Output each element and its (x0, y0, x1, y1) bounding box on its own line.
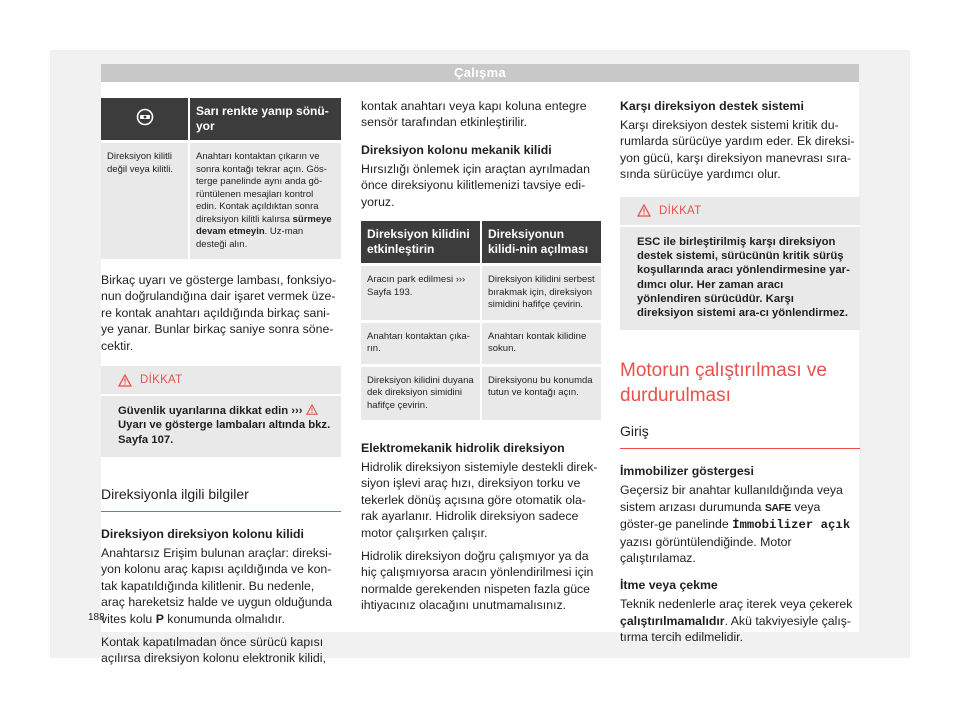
column-middle (361, 98, 601, 621)
column-left (101, 92, 341, 674)
subhead-electromechanical: Elektromekanik hidrolik direksiyon (361, 441, 565, 456)
lamp-table-right-cell (189, 142, 341, 260)
table-cell: Anahtarı kontak kilidine sokun. (481, 321, 601, 365)
subhead-immobilizer: İmmobilizer göstergesi (620, 464, 754, 479)
theft-paragraph: Hırsızlığı önlemek için araçtan ayrılmadan önce direksiyonu kilitlemenizi tavsiye edi-yoruz. (361, 161, 590, 209)
table-cell: Aracın park edilmesi ››› Sayfa 193. (361, 265, 481, 322)
push-tow-bold: çalıştırılmamalıdır (620, 613, 725, 628)
warning-triangle-icon (637, 204, 651, 217)
push-tow-text-a: Teknik nedenlerle araç iterek veya çekerek (620, 597, 853, 612)
keyless-paragraph (101, 545, 341, 627)
chapter-title: Çalışma (454, 65, 506, 80)
lamp-table-header: Sarı renkte yanıp sönü-yor (189, 98, 341, 142)
table-cell: Direksiyon kilidini duyana dek direksiyon simidini hafifçe çevirin. (361, 365, 481, 420)
warning-box-esc (620, 197, 860, 331)
table-cell: Anahtarı kontaktan çıka-rın. (361, 321, 481, 365)
steering-lock-table (361, 221, 601, 420)
lamp-table (101, 98, 341, 259)
door-paragraph: Kontak kapatılmadan önce sürücü kapısı açılırsa direksiyon kolonu elektronik kilidi, (101, 634, 326, 666)
table-header-activate: Direksiyon kilidini etkinleştirin (361, 221, 481, 265)
warning-inline-triangle-icon (306, 404, 318, 415)
section-title-steering: Direksiyonla ilgili bilgiler (101, 485, 341, 512)
warning-text[interactable]: Güvenlik uyarılarına dikkat edin ››› (118, 405, 303, 418)
page-number: 188 (88, 612, 105, 623)
warning-header (101, 366, 341, 396)
section-big-title: Motorun çalıştırılması ve durdurulması (620, 360, 827, 407)
lamp-right-bold: sürmeye devam etmeyin (196, 213, 332, 237)
immobilizer-text-a: Geçersiz bir anahtar kullanıldığında veya sistem arızası durumunda (620, 483, 843, 514)
immobilizer-text-c: yazısı görüntülendiğinde. Motor çalıştırılamaz. (620, 534, 792, 566)
hydraulic-failure-paragraph: Hidrolik direksiyon doğru çalışmıyor ya da hiç çalışmıyorsa aracın yönlendirilmesi için normalde gerekenden nispeten fazla güce ihtiyacınız olacağını unutmamalısınız. (361, 549, 594, 613)
lamp-right-intro: Anahtarı kontaktan çıkarın ve sonra kontağı tekrar açın. Gös-terge panelinde aynı anda gö-rüntülenen mesajları kontrol edin. Kontak açıldıktan sonra direksiyon kilitli kalırsa (196, 151, 327, 225)
subhead-counter-steering: Karşı direksiyon destek sistemi (620, 99, 804, 113)
safe-indicator-icon: SAFE (764, 501, 791, 514)
sensor-paragraph: kontak anahtarı veya kapı koluna entegre sensör tarafından etkinleştirilir. (361, 99, 587, 130)
section-sub-title: Giriş (620, 422, 860, 449)
keyless-text-b: konumunda olmalıdır. (163, 611, 285, 626)
keyless-text-a: Anahtarsız Erişim bulunan araçlar: direksi-yon kolonu araç kapısı açıldığında ve kon-tak kapatıldığında kilitlenir. Bu nedenle, araç hareketsiz halde ve uygun olduğunda vites kolu (101, 545, 333, 626)
warning-label: DİKKAT (659, 204, 702, 217)
warning-body: ESC ile birleştirilmiş karşı direksiyon destek sistemi, sürücünün kritik sürüş koşullarında aracı yönlendirmesine yar-dımcı olur. Her zaman aracı yönlendiren sürücüdür. Karşı direksiyon sistemi ara-cı yönlendirmez. (637, 235, 850, 320)
lamp-paragraph: Birkaç uyarı ve gösterge lambası, fonksiyo-nun doğrulandığına dair işaret vermek üze-re kontak anahtarı açıldığında birkaç sani-ye yanar. Bunlar birkaç saniye sonra söne-cektir. (101, 273, 337, 353)
warning-label: DİKKAT (140, 374, 183, 387)
hydraulic-paragraph: Hidrolik direksiyon sistemiyle destekli direk-siyon işlevi araç hızı, direksiyon torku ve tekerlek dönüş açısına göre otomatik ola-rak ayarlanır. Hidrolik direksiyon sadece motor çalışırken çalışır. (361, 460, 598, 540)
lamp-icon-cell (101, 98, 189, 142)
chapter-header (101, 64, 859, 82)
push-tow-text-b: . Akü takviyesiyle çalış-tırma tercih edilmelidir. (620, 613, 852, 645)
lamp-table-left-cell: Direksiyon kilitli değil veya kilitli. (101, 142, 189, 260)
warning-text-reference[interactable]: Uyarı ve gösterge lambaları altında bkz. Sayfa 107. (118, 419, 331, 446)
steering-lock-icon (136, 108, 154, 126)
immobilizer-paragraph (620, 482, 860, 566)
subhead-column-lock: Direksiyon direksiyon kolonu kilidi (101, 526, 304, 541)
immobilizer-display-text: İmmobilizer açık (732, 518, 851, 533)
subhead-mechanical-lock: Direksiyon kolonu mekanik kilidi (361, 142, 552, 157)
gear-p-label: P (155, 611, 164, 626)
table-cell: Direksiyon kilidini serbest bırakmak için, direksiyon simidini hafifçe çevirin. (481, 265, 601, 322)
counter-steering-paragraph: Karşı direksiyon destek sistemi kritik du-rumlarda sürücüye yardım eder. Ek direksi-yon gücü, karşı direksiyon manevrası sıra-sında sürücüye yardımcı olur. (620, 118, 855, 182)
column-right (620, 98, 860, 653)
subhead-push-tow: İtme veya çekme (620, 578, 718, 593)
warning-header (620, 197, 860, 227)
table-cell: Direksiyonu bu konumda tutun ve kontağı açın. (481, 365, 601, 420)
warning-triangle-icon (118, 374, 132, 387)
lamp-right-end: . Uz-man desteği alın. (196, 226, 304, 250)
warning-box-security (101, 366, 341, 457)
immobilizer-text-b: veya göster-ge panelinde (620, 499, 821, 532)
push-tow-paragraph (620, 596, 860, 645)
warning-body (101, 396, 341, 457)
table-header-release: Direksiyonun kilidi-nin açılması (481, 221, 601, 265)
